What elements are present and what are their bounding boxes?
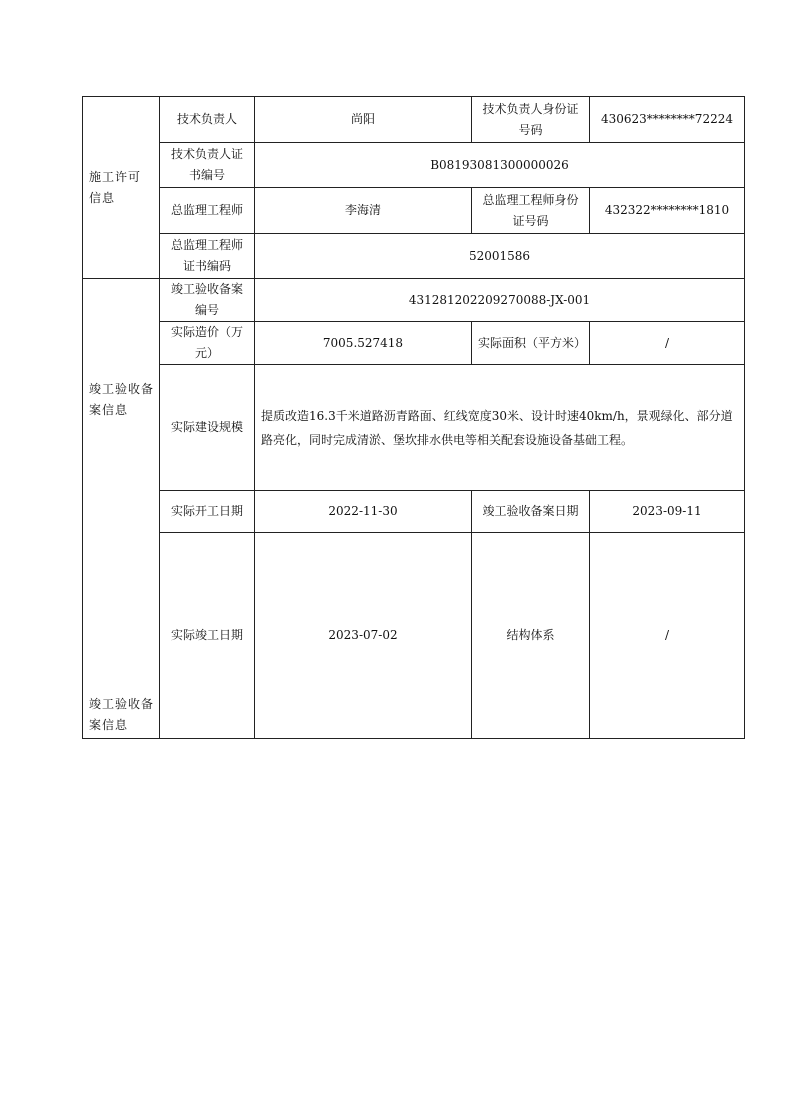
tech-lead-label: 技术负责人 <box>160 97 255 143</box>
chief-supervisor-id-label: 总监理工程师身份证号码 <box>472 188 590 234</box>
filing-section-cell <box>83 279 160 739</box>
filing-section-label-repeat: 竣工验收备案信息 <box>89 697 155 732</box>
table-row <box>83 279 745 322</box>
filing-date-value: 2023-09-11 <box>590 491 745 533</box>
structure-label: 结构体系 <box>472 533 590 739</box>
table-row <box>83 188 745 234</box>
tech-lead-cert-label: 技术负责人证书编号 <box>160 143 255 188</box>
record-table <box>82 96 745 739</box>
filing-section-label: 竣工验收备案信息 <box>89 382 155 417</box>
tech-lead-value: 尚阳 <box>255 97 472 143</box>
actual-scale-value: 提质改造16.3千米道路沥青路面、红线宽度30米、设计时速40km/h，景观绿化、部分道路亮化，同时完成清淤、堡坎排水供电等相关配套设施设备基础工程。 <box>255 365 745 491</box>
actual-area-label: 实际面积（平方米） <box>472 322 590 365</box>
table-row <box>83 143 745 188</box>
filing-date-label: 竣工验收备案日期 <box>472 491 590 533</box>
chief-supervisor-value: 李海清 <box>255 188 472 234</box>
tech-lead-id-label: 技术负责人身份证号码 <box>472 97 590 143</box>
chief-supervisor-id-value: 432322********1810 <box>590 188 745 234</box>
chief-supervisor-cert-label: 总监理工程师证书编码 <box>160 234 255 279</box>
actual-completion-value: 2023-07-02 <box>255 533 472 739</box>
actual-scale-label: 实际建设规模 <box>160 365 255 491</box>
table-row <box>83 491 745 533</box>
chief-supervisor-label: 总监理工程师 <box>160 188 255 234</box>
actual-completion-label: 实际竣工日期 <box>160 533 255 739</box>
tech-lead-cert-value: B08193081300000026 <box>255 143 745 188</box>
actual-area-value: / <box>590 322 745 365</box>
actual-cost-value: 7005.527418 <box>255 322 472 365</box>
table-row <box>83 365 745 491</box>
table-row <box>83 234 745 279</box>
chief-supervisor-cert-value: 52001586 <box>255 234 745 279</box>
actual-start-label: 实际开工日期 <box>160 491 255 533</box>
permit-section-label: 施工许可信息 <box>83 97 160 279</box>
actual-cost-label: 实际造价（万元） <box>160 322 255 365</box>
table-row <box>83 97 745 143</box>
filing-no-label: 竣工验收备案编号 <box>160 279 255 322</box>
actual-start-value: 2022-11-30 <box>255 491 472 533</box>
structure-value: / <box>590 533 745 739</box>
table-row <box>83 322 745 365</box>
tech-lead-id-value: 430623********72224 <box>590 97 745 143</box>
table-row <box>83 533 745 739</box>
filing-no-value: 431281202209270088-JX-001 <box>255 279 745 322</box>
